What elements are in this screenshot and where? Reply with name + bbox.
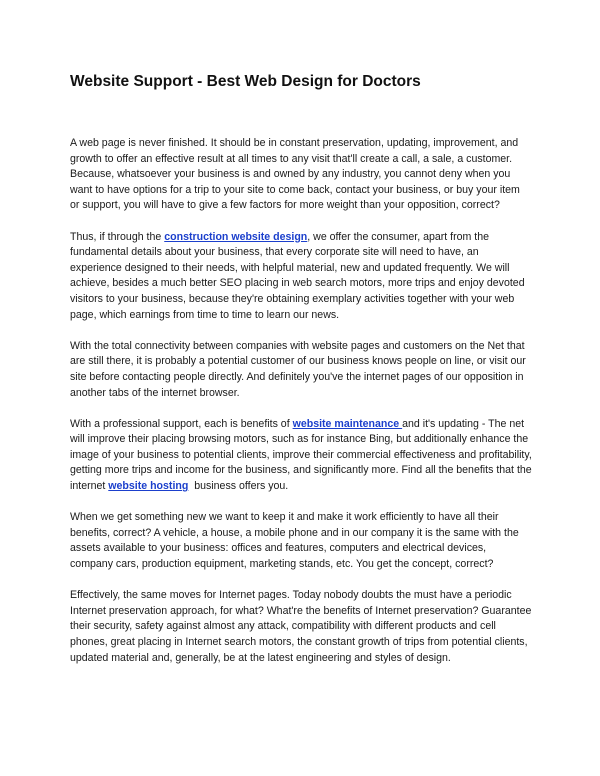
construction-website-design-link[interactable]: construction website design [164, 230, 308, 243]
page-title: Website Support - Best Web Design for Doctors [70, 73, 421, 90]
website-maintenance-link[interactable]: website maintenance [292, 417, 403, 430]
article-body [70, 136, 532, 682]
paragraph-assets: When we get something new we want to keep it and make it work efficiently to have all their benefits, correct? A vehicle, a house, a mobile phone and in our company it is the same with the assets available to your business: offices and features, computers and electrical devices, company cars, production equipment, marketing stands, etc. You get the concept, correct? [70, 511, 519, 571]
paragraph-maintenance [70, 417, 532, 495]
paragraph-text: Thus, if through the [70, 230, 165, 243]
paragraph-text: , we offer the consumer, apart from the fundamental details about your business, that every corporate site will need to have, an experience designed to their needs, with helpful material, new and updated frequently. We will achieve, besides a much better SEO placing in web search motors, more trips and enjoy devoted visitors to your business, because they're obtaining exemplary activities together with your web page, which earnings from time to time to learn our news. [70, 230, 525, 321]
paragraph-text: With a professional support, each is benefits of [70, 417, 293, 430]
paragraph-preservation: Effectively, the same moves for Internet pages. Today nobody doubts the must have a periodic Internet preservation approach, for what? What're the benefits of Internet preservation? Guarantee their security, safety against almost any attack, compatibility with different products and cell phones, great placing in Internet search motors, the constant growth of trips from potential clients, updated material and, generally, be at the latest engineering and styles of design. [70, 589, 532, 664]
website-hosting-link[interactable]: website hosting [108, 480, 189, 493]
paragraph-intro: A web page is never finished. It should be in constant preservation, updating, improvement, and growth to offer an effective result at all times to any visit that'll create a call, a sale, a customer. Because, whatsoever your business is and owned by any industry, you cannot deny when you want to have options for a trip to your site to come back, contact your business, or buy your item or support, you will have to give a few factors for more weight than your opposition, correct? [70, 137, 520, 212]
paragraph-text: and it's updating - The net will improve their placing browsing motors, such as for instance Bing, but additionally enhance the image of your business to potential clients, improve their commercial effectiveness and profitability, getting more trips and income for the business, and significantly more. Find all the benefits that the internet [70, 417, 532, 493]
paragraph-text: business offers you. [188, 480, 289, 493]
paragraph-construction [70, 230, 532, 324]
paragraph-connectivity: With the total connectivity between companies with website pages and customers on the Net that are still there, it is probably a potential customer of our business knows people on line, or visit our site before contacting people directly. And definitely you've the internet pages of our opposition in another tabs of the internet browser. [70, 339, 526, 399]
